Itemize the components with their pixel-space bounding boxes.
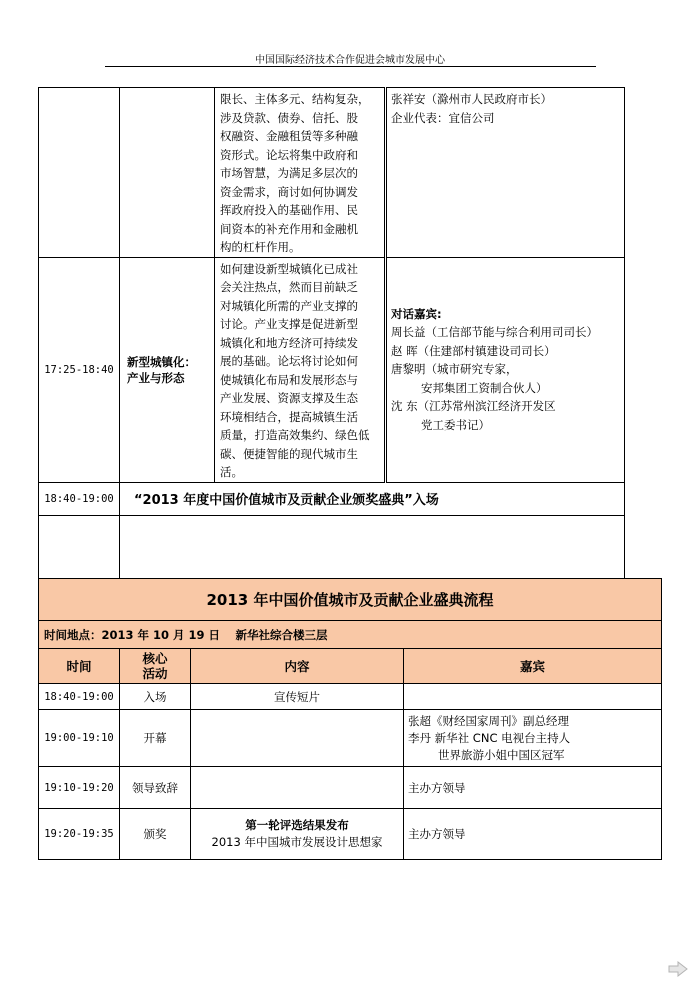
desc-line: 活。 xyxy=(220,465,243,479)
time-cell: 19:00-19:10 xyxy=(39,710,120,767)
guest-cell xyxy=(404,684,662,710)
description-cell xyxy=(215,257,386,482)
agenda-row xyxy=(39,257,625,482)
ceremony-row xyxy=(39,710,662,767)
activity-cell: 入场 xyxy=(120,684,191,710)
desc-line: 展的基础。论坛将讨论如何 xyxy=(220,354,358,368)
topic-cell xyxy=(120,257,215,482)
ceremony-subtitle-row xyxy=(39,621,662,649)
time-cell: 19:10-19:20 xyxy=(39,767,120,809)
desc-line: 权融资、金融租赁等多种融 xyxy=(220,129,358,143)
description-cell xyxy=(215,88,386,258)
desc-line: 资形式。论坛将集中政府和 xyxy=(220,147,358,162)
guest-line: 周长益（工信部节能与综合利用司司长） xyxy=(391,325,598,340)
desc-line: 涉及贷款、债券、信托、股 xyxy=(220,110,358,125)
desc-line: 挥政府投入的基础作用、民 xyxy=(220,203,358,217)
desc-line: 会关注热点，然而目前缺乏 xyxy=(220,280,358,294)
agenda-row xyxy=(39,88,625,258)
guest-line: 世界旅游小姐中国区冠军 xyxy=(438,747,565,762)
desc-line: 使城镇化布局和发展形态与 xyxy=(220,372,358,387)
agenda-table xyxy=(38,87,625,590)
guest-heading: 对话嘉宾: xyxy=(391,306,442,321)
desc-line: 构的杠杆作用。 xyxy=(220,240,301,254)
desc-line: 资金需求，商讨如何协调发 xyxy=(220,184,358,199)
desc-line: 如何建设新型城镇化已成社 xyxy=(220,261,358,276)
guest-line: 张祥安（滁州市人民政府市长） xyxy=(391,92,552,106)
ceremony-row xyxy=(39,684,662,710)
content-cell xyxy=(191,710,404,767)
time-cell: 17:25-18:40 xyxy=(39,257,120,482)
event-cell: “2013 年度中国价值城市及贡献企业颁奖盛典”入场 xyxy=(120,482,625,515)
desc-line: 市场智慧，为满足多层次的 xyxy=(220,166,358,180)
header-activity-line: 核心 xyxy=(142,651,168,666)
topic-line: 产业与形态 xyxy=(127,370,185,385)
guest-line: 赵 晖（住建部村镇建设司司长） xyxy=(391,343,556,358)
desc-line: 对城镇化所需的产业支撑的 xyxy=(220,298,358,313)
header-divider xyxy=(105,66,596,67)
ceremony-row xyxy=(39,809,662,860)
content-cell xyxy=(191,809,404,860)
desc-line: 间资本的补充作用和金融机 xyxy=(220,221,358,236)
time-cell: 18:40-19:00 xyxy=(39,482,120,515)
content-cell xyxy=(191,767,404,809)
desc-line: 城镇化和地方经济可持续发 xyxy=(220,335,358,350)
desc-line: 限长、主体多元、结构复杂， xyxy=(220,92,370,106)
topic-line: 新型城镇化： xyxy=(127,354,196,369)
activity-cell: 领导致辞 xyxy=(120,767,191,809)
topic-cell xyxy=(120,88,215,258)
desc-line: 环境相结合，提高城镇生活 xyxy=(220,409,358,424)
content-cell xyxy=(191,684,404,710)
ceremony-table xyxy=(38,578,662,860)
guest-cell xyxy=(404,767,662,809)
guest-line: 企业代表：宜信公司 xyxy=(391,110,495,125)
header-guests: 嘉宾 xyxy=(404,649,662,684)
desc-line: 质量，打造高效集约、绿色低 xyxy=(220,428,370,442)
content-line: 宣传短片 xyxy=(274,689,320,704)
agenda-row xyxy=(39,482,625,515)
ceremony-row xyxy=(39,767,662,809)
ceremony-subtitle: 时间地点：2013 年 10 月 19 日 新华社综合楼三层 xyxy=(39,621,662,649)
desc-line: 产业发展、资源支撑及生态 xyxy=(220,391,358,405)
header-content: 内容 xyxy=(191,649,404,684)
desc-line: 碳、便捷智能的现代城市生 xyxy=(220,446,358,461)
arrow-right-icon[interactable] xyxy=(668,961,688,977)
guest-line: 李丹 新华社 CNC 电视台主持人 xyxy=(408,730,571,745)
guest-cell xyxy=(386,257,625,482)
time-cell: 19:20-19:35 xyxy=(39,809,120,860)
time-cell: 18:40-19:00 xyxy=(39,684,120,710)
desc-line: 讨论。产业支撑是促进新型 xyxy=(220,317,358,331)
ceremony-title: 2013 年中国价值城市及贡献企业盛典流程 xyxy=(39,579,662,621)
content-line: 2013 年中国城市发展设计思想家 xyxy=(211,835,383,849)
content-line: 第一轮评选结果发布 xyxy=(245,818,349,832)
guest-line: 唐黎明（城市研究专家， xyxy=(391,362,518,377)
page-header: 中国国际经济技术合作促进会城市发展中心 xyxy=(255,55,445,66)
guest-cell xyxy=(404,809,662,860)
guest-cell xyxy=(404,710,662,767)
header-time: 时间 xyxy=(39,649,120,684)
guest-line: 主办方领导 xyxy=(408,780,466,795)
ceremony-header-row xyxy=(39,649,662,684)
guest-cell xyxy=(386,88,625,258)
ceremony-title-row xyxy=(39,579,662,621)
header-activity-line: 活动 xyxy=(142,666,168,681)
guest-line: 沈 东（江苏常州滨江经济开发区 xyxy=(391,399,556,414)
activity-cell: 颁奖 xyxy=(120,809,191,860)
guest-line: 主办方领导 xyxy=(408,827,466,841)
guest-line: 党工委书记） xyxy=(421,417,490,432)
time-cell xyxy=(39,88,120,258)
guest-line: 安邦集团工资制合伙人） xyxy=(421,380,548,395)
guest-line: 张超《财经国家周刊》副总经理 xyxy=(408,713,569,728)
header-activity xyxy=(120,649,191,684)
activity-cell: 开幕 xyxy=(120,710,191,767)
